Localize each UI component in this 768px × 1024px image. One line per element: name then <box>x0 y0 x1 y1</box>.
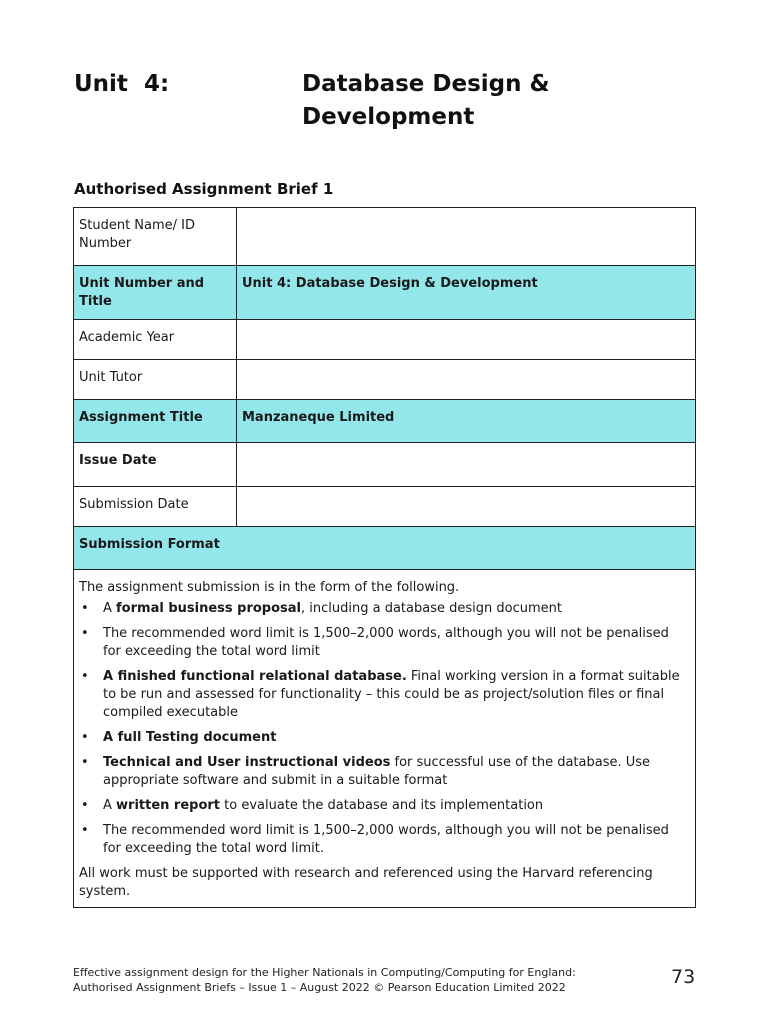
page-footer <box>73 965 593 995</box>
list-item <box>79 668 690 722</box>
list-item <box>79 822 690 858</box>
bullet-icon: • <box>81 730 89 745</box>
assignment-title-label: Assignment Title <box>74 400 237 443</box>
item-text-bold: formal business proposal <box>116 601 302 616</box>
item-text-bold: Technical and User instructional videos <box>103 755 391 770</box>
table-row-student-name <box>74 208 696 266</box>
list-item <box>79 600 690 618</box>
student-name-label <box>74 208 237 266</box>
item-text-post: , including a database design document <box>301 601 562 616</box>
table-row-issue-date <box>74 443 696 487</box>
submission-content <box>74 570 696 908</box>
assignment-brief-table <box>73 207 696 908</box>
table-row-submission-date <box>74 487 696 527</box>
page-heading <box>74 68 714 138</box>
student-name-label-line-2: Number <box>79 236 132 251</box>
bullet-icon: • <box>81 823 89 838</box>
issue-date-label: Issue Date <box>74 443 237 487</box>
unit-title-line-2: Development <box>302 104 475 130</box>
table-row-assignment-title <box>74 400 696 443</box>
item-text-bold: A finished functional relational database. <box>103 669 407 684</box>
list-item <box>79 754 690 790</box>
table-row-unit-number <box>74 266 696 320</box>
footer-line-2: Authorised Assignment Briefs – Issue 1 – August 2022 © Pearson Education Limited 2022 <box>73 981 566 994</box>
issue-date-value <box>237 443 696 487</box>
brief-title: Authorised Assignment Brief 1 <box>74 180 334 198</box>
footer-line-1: Effective assignment design for the Higher Nationals in Computing/Computing for England: <box>73 966 576 979</box>
academic-year-label: Academic Year <box>74 320 237 360</box>
student-name-label-line-1: Student Name/ ID <box>79 218 196 233</box>
bullet-icon: • <box>81 626 89 641</box>
list-item <box>79 797 690 815</box>
student-name-value <box>237 208 696 266</box>
unit-number-label-line-1: Unit Number and <box>79 276 205 291</box>
submission-date-label: Submission Date <box>74 487 237 527</box>
unit-title <box>302 68 602 134</box>
item-text-bold: written report <box>116 798 221 813</box>
submission-closing: All work must be supported with research and referenced using the Harvard referencing system. <box>79 866 653 899</box>
submission-date-value <box>237 487 696 527</box>
item-text-bold: A full Testing document <box>103 730 277 745</box>
submission-list <box>79 600 690 858</box>
unit-number-label-line-2: Title <box>79 294 112 309</box>
submission-intro: The assignment submission is in the form of the following. <box>79 580 460 595</box>
submission-format-label: Submission Format <box>74 527 696 570</box>
item-text-pre: The recommended word limit is 1,500–2,000 words, although you will not be penalised for exceeding the total word limit <box>103 626 669 659</box>
item-text-post: for successful use of the database. Use appropriate software and submit in a suitable format <box>103 755 651 788</box>
list-item <box>79 625 690 661</box>
item-text-pre: The recommended word limit is 1,500–2,000 words, although you will not be penalised for exceeding the total word limit. <box>103 823 669 856</box>
item-text-pre: A <box>103 601 117 616</box>
unit-tutor-label: Unit Tutor <box>74 360 237 400</box>
academic-year-value <box>237 320 696 360</box>
unit-tutor-value <box>237 360 696 400</box>
item-text-post: Final working version in a format suitable to be run and assessed for functionality – this could be as project/solution files or final compiled executable <box>103 669 680 720</box>
table-row-submission-content <box>74 570 696 908</box>
bullet-icon: • <box>81 798 89 813</box>
bullet-icon: • <box>81 669 89 684</box>
page-number: 73 <box>671 966 696 988</box>
unit-label: Unit 4: <box>74 71 170 97</box>
unit-number-value: Unit 4: Database Design & Development <box>237 266 696 320</box>
list-item <box>79 729 690 747</box>
item-text-post: to evaluate the database and its implementation <box>220 798 544 813</box>
bullet-icon: • <box>81 755 89 770</box>
bullet-icon: • <box>81 601 89 616</box>
unit-title-line-1: Database Design & <box>302 71 550 97</box>
table-row-unit-tutor <box>74 360 696 400</box>
unit-number-label <box>74 266 237 320</box>
item-text-pre: A <box>103 798 117 813</box>
table-row-academic-year <box>74 320 696 360</box>
assignment-title-value: Manzaneque Limited <box>237 400 696 443</box>
table-row-submission-format <box>74 527 696 570</box>
